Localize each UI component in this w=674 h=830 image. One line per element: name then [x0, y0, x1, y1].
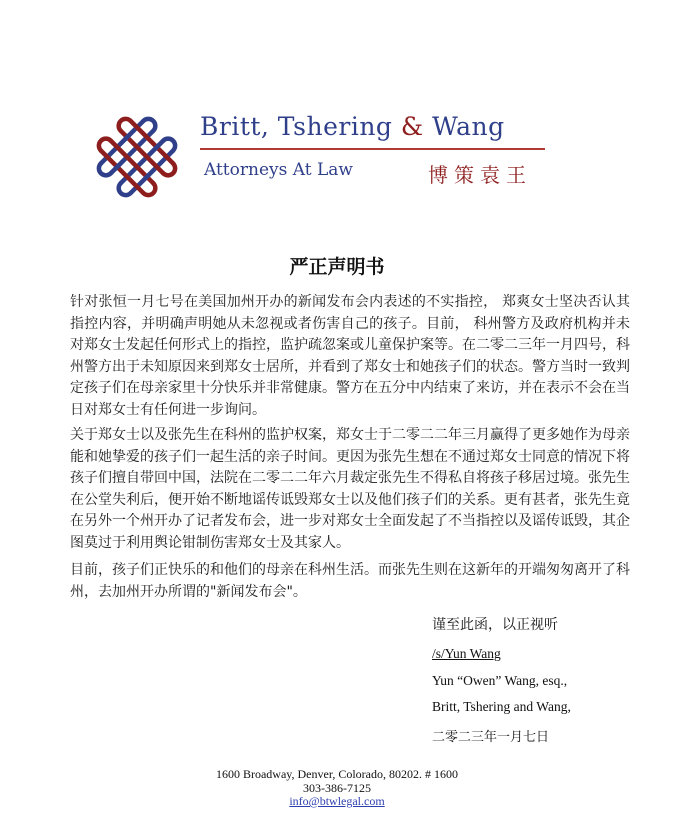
footer: [0, 768, 674, 809]
firm-name-ampersand: &: [400, 112, 424, 141]
firm-name: [200, 112, 505, 141]
footer-address: 1600 Broadway, Denver, Colorado, 80202. # 1600: [215, 767, 459, 781]
closing-line: 谨至此函，以正视听: [432, 617, 558, 633]
statement-paragraph-2: 关于郑女士以及张先生在科州的监护权案，郑女士于二零二二年三月赢得了更多她作为母亲能和她挚爱的孩子们一起生活的亲子时间。更因为张先生想在不通过郑女士同意的情况下将孩子们擅自带回中国，法院在二零二二年六月裁定张先生不得私自将孩子移居过境。张先生在公堂失利后，便开始不断地谣传诋毁郑女士以及他们孩子们的关系。更有甚者，张先生竟在另外一个州开办了记者发布会，进一步对郑女士全面发起了不当指控以及谣传诋毁，其企图莫过于利用舆论钳制伤害郑女士及其家人。: [70, 427, 630, 551]
letterhead: [0, 0, 674, 230]
firm-name-part2: Wang: [432, 112, 505, 141]
signer-firm: Britt, Tshering and Wang,: [432, 699, 571, 714]
signature-date: 二零二三年一月七日: [432, 730, 550, 745]
footer-email-link[interactable]: info@btwlegal.com: [289, 794, 385, 808]
signer-name: Yun “Owen” Wang, esq.,: [432, 673, 568, 688]
statement-paragraph-3: 目前，孩子们正快乐的和他们的母亲在科州生活。而张先生则在这新年的开端匆匆离开了科州，去加州开办所谓的"新闻发布会"。: [70, 562, 630, 600]
firm-chinese-name: 博策袁王: [428, 163, 532, 187]
statement-paragraph-1: 针对张恒一月七号在美国加州开办的新闻发布会内表述的不实指控， 郑爽女士坚决否认其指控内容，并明确声明她从未忽视或者伤害自己的孩子。目前， 科州警方及政府机构并未对郑女士发起任何形式上的指控，监护疏忽案或儿童保护案等。在二零二三年一月四号，科州警方出于未知原因来到郑女士居所，并看到了郑女士和她孩子们的状态。警方当时一致判定孩子们在母亲家里十分快乐并非常健康。警方在五分中内结束了来访，并在表示不会在当日对郑女士有任何进一步询问。: [70, 294, 630, 418]
document-title: 严正声明书: [289, 256, 385, 278]
firm-tagline: Attorneys At Law: [204, 160, 353, 180]
endless-knot-logo-icon: [82, 102, 192, 212]
firm-name-part1: Britt, Tshering: [200, 112, 393, 141]
letterhead-divider: [200, 148, 545, 150]
footer-phone: 303-386-7125: [303, 780, 371, 795]
signature-mark: /s/Yun Wang: [432, 646, 501, 661]
